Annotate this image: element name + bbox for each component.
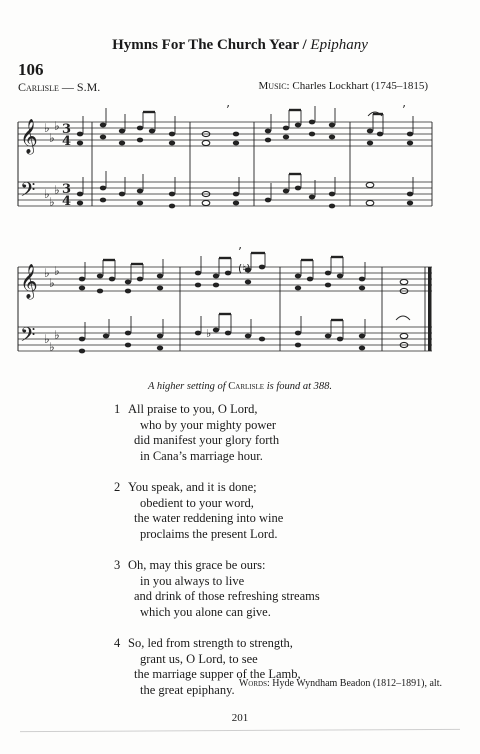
svg-text:4: 4	[62, 134, 72, 149]
stems-system-2	[85, 253, 365, 339]
verses	[114, 402, 320, 714]
breath-marks-2	[238, 245, 242, 259]
svg-text:♭: ♭	[206, 327, 212, 340]
music-label: Music:	[258, 80, 290, 92]
verse-3	[114, 558, 320, 620]
svg-text:3: 3	[62, 122, 72, 137]
caption-tune: Carlisle	[228, 381, 265, 392]
beams-system-1	[143, 110, 383, 174]
svg-text:♭: ♭	[44, 332, 50, 346]
meter: — S.M.	[58, 80, 101, 94]
verse-1	[114, 402, 320, 464]
bottom-rule	[20, 729, 460, 732]
page-header	[0, 37, 480, 54]
header-separator: /	[298, 37, 311, 53]
final-barline	[428, 267, 432, 351]
verse-number: 4	[114, 636, 121, 650]
verse-line: So, led from strength to strength,	[128, 636, 293, 650]
system-2	[18, 245, 432, 354]
verse-line: which you alone can give.	[140, 604, 271, 619]
svg-text:♭: ♭	[54, 264, 60, 278]
verse-line: in you always to live	[140, 573, 245, 588]
caption-before: A higher setting of	[147, 381, 229, 392]
key-signature-treble-2	[44, 264, 60, 290]
verse-line: proclaims the present Lord.	[140, 526, 278, 541]
verse-number: 3	[114, 558, 121, 572]
verse-line: and drink of those refreshing streams	[134, 589, 320, 603]
svg-text:(♮): (♮)	[238, 262, 251, 275]
verse-2	[114, 480, 320, 542]
verse-line: You speak, and it is done;	[128, 480, 257, 494]
verse-line: the great epiphany.	[140, 682, 235, 697]
verse-line: All praise to you, O Lord,	[128, 402, 258, 416]
treble-clef-icon: 𝄞	[20, 264, 38, 299]
stems-system-1	[83, 106, 413, 200]
music-score	[0, 100, 480, 380]
key-signature-treble	[44, 119, 60, 145]
verse-line: the water reddening into wine	[134, 511, 284, 525]
music-credit	[259, 80, 428, 92]
notes-system-1	[77, 120, 413, 209]
key-signature-bass	[44, 183, 60, 209]
svg-text:♭: ♭	[49, 131, 55, 145]
notes-system-2	[79, 265, 408, 354]
svg-text:♭: ♭	[44, 121, 50, 135]
svg-text:♭: ♭	[54, 328, 60, 342]
beams-system-2	[103, 253, 343, 320]
verse-line: did manifest your glory forth	[134, 433, 280, 447]
svg-text:3: 3	[62, 182, 72, 197]
verse-line: Oh, may this grace be ours:	[128, 558, 266, 572]
author: Hyde Wyndham Beadon (1812–1891), alt.	[269, 678, 442, 689]
verse-line: in Cana’s marriage hour.	[140, 448, 263, 463]
caption-after: is found at 388.	[264, 381, 333, 392]
svg-text:4: 4	[62, 194, 72, 209]
key-signature-bass-2	[44, 328, 60, 354]
verse-line: who by your mighty power	[140, 417, 277, 432]
barlines-2	[180, 267, 425, 351]
svg-text:’: ’	[238, 245, 242, 259]
time-signature-bass	[62, 182, 71, 209]
season-title: Epiphany	[310, 37, 368, 53]
tune-meter	[18, 80, 100, 95]
page-number: 201	[231, 712, 249, 724]
hymn-number: 106	[18, 60, 44, 79]
verse-line: grant us, O Lord, to see	[140, 651, 258, 666]
verse-number: 1	[114, 402, 121, 416]
svg-text:♭: ♭	[44, 266, 50, 280]
words-label: Words:	[238, 678, 270, 689]
svg-text:♭: ♭	[49, 195, 55, 209]
time-signature-treble	[62, 122, 71, 149]
svg-text:’: ’	[226, 103, 230, 117]
bass-clef-icon: 𝄢	[20, 323, 36, 351]
system-1	[18, 103, 432, 209]
svg-text:♭: ♭	[54, 183, 60, 197]
svg-text:’: ’	[402, 103, 406, 117]
verse-line: obedient to your word,	[140, 495, 254, 510]
book-title: Hymns For The Church Year	[112, 37, 299, 53]
verse-line: the marriage supper of the Lamb,	[134, 667, 301, 681]
bass-clef-icon: 𝄢	[20, 178, 36, 206]
svg-text:♭: ♭	[49, 276, 55, 290]
svg-text:♭: ♭	[54, 119, 60, 133]
words-credit	[239, 678, 442, 689]
svg-text:♭: ♭	[49, 340, 55, 354]
svg-text:♭: ♭	[44, 187, 50, 201]
treble-clef-icon: 𝄞	[20, 119, 38, 154]
fermata-icon	[396, 316, 410, 320]
caption	[0, 381, 480, 392]
verse-number: 2	[114, 480, 121, 494]
composer: Charles Lockhart (1745–1815)	[289, 80, 428, 92]
tune-name: Carlisle	[18, 80, 59, 94]
